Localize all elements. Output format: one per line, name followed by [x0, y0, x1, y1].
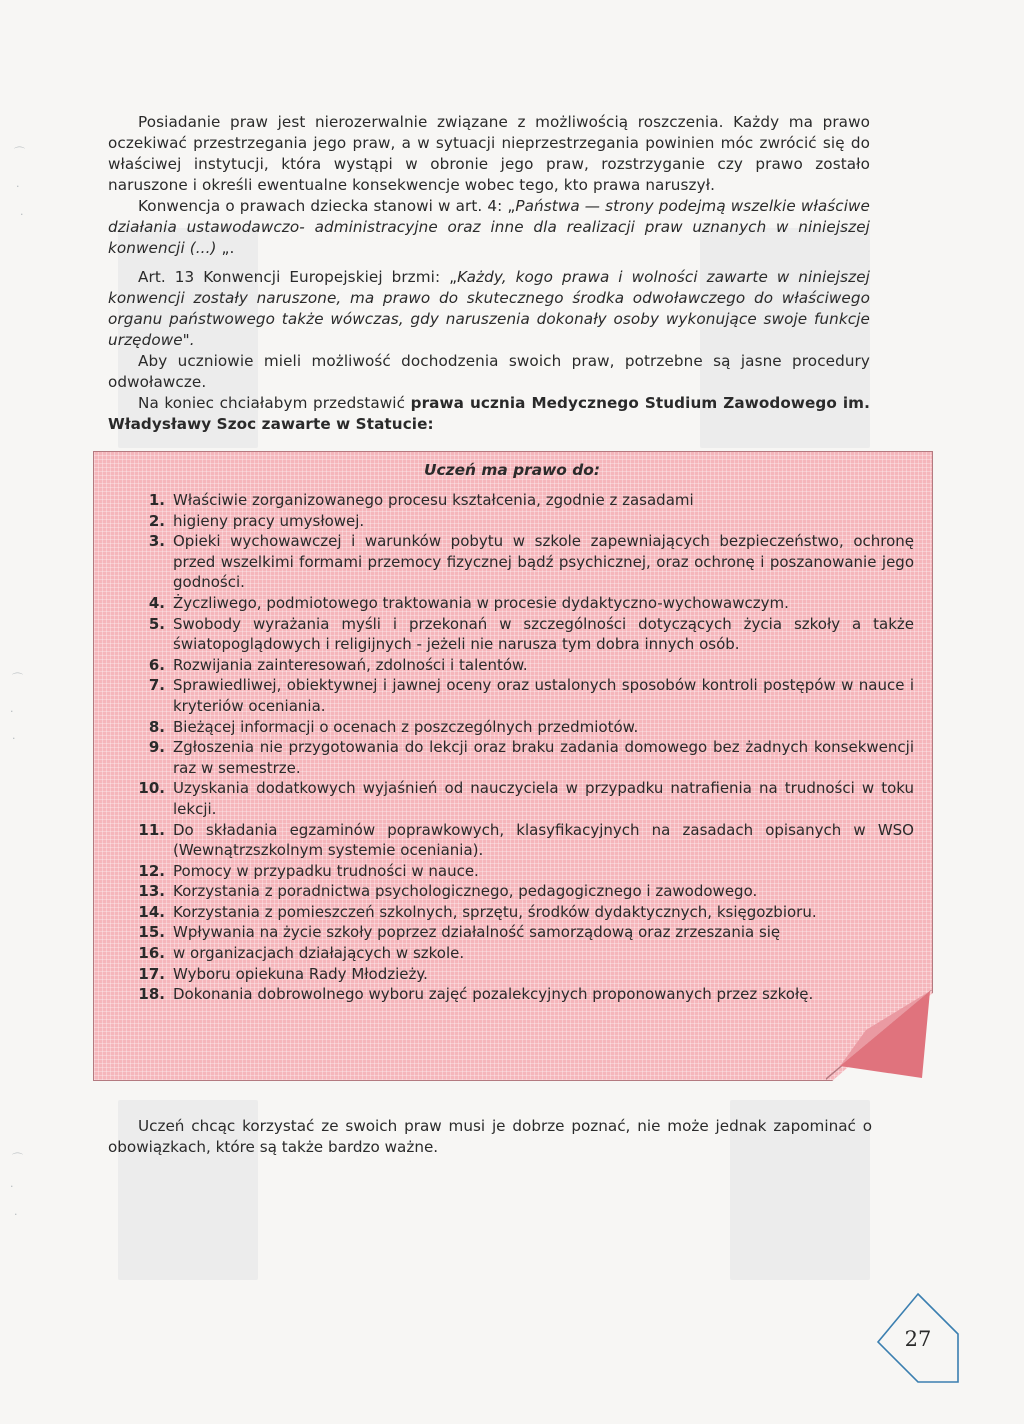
list-item-text: Właściwie zorganizowanego procesu kształcenia, zgodnie z zasadami	[173, 491, 694, 509]
convention-end: „.	[216, 239, 235, 257]
list-item	[118, 881, 914, 902]
list-item-text: higieny pracy umysłowej.	[173, 511, 365, 530]
intro-paragraph-4: Aby uczniowie mieli możliwość dochodzenia swoich praw, potrzebne są jasne procedury odwoławcze.	[108, 352, 870, 391]
list-item-number: 5.	[148, 614, 165, 633]
rights-intro-bold: prawa ucznia Medycznego Studium Zawodowego im. Władysławy Szoc zawarte w Statucie:	[108, 394, 870, 433]
list-item	[118, 593, 914, 614]
list-item-text: Wpływania na życie szkoły poprzez działalność samorządową oraz zrzeszania się	[173, 923, 781, 942]
list-item-number: 8.	[148, 717, 165, 736]
list-item-number: 9.	[148, 738, 165, 757]
intro-paragraph-1: Posiadanie praw jest nierozerwalnie związane z możliwością roszczenia. Każdy ma prawo oczekiwać przestrzegania jego praw, a w sytuacji nieprzestrzegania powinien móc zwrócić się do właściwej instytucji, która wystąpi w obronie jego praw, rozstrzyganie czy prawo zostało naruszone i określi ewentualne konsekwencje wobec tego, kto prawa naruszył.	[108, 113, 870, 194]
convention-quote: Państwa — strony podejmą wszelkie właściwe działania ustawodawczo- administracyjne oraz inne dla realizacji praw uznanych w niniejszej konwencji (...)	[108, 197, 870, 257]
page-number: 27	[904, 1327, 932, 1351]
binder-mark: ·	[20, 208, 24, 221]
rights-box-title: Uczeń ma prawo do:	[423, 461, 600, 479]
list-item-text: Swobody wyrażania myśli i przekonań w szczególności dotyczących życia szkoły a także światopoglądowych i religijnych - jeżeli nie narusza tym dobra innych osób.	[173, 614, 914, 654]
list-item-number: 7.	[148, 676, 165, 695]
list-item-number: 14.	[138, 902, 165, 921]
list-item	[118, 964, 914, 985]
list-item-number: 4.	[148, 593, 165, 612]
list-item	[118, 984, 914, 1005]
list-item-text: Sprawiedliwej, obiektywnej i jawnej oceny oraz ustalonych sposobów kontroli postępów w nauce i kryteriów oceniania.	[173, 676, 914, 715]
list-item-text: Wyboru opiekuna Rady Młodzieży.	[173, 964, 428, 983]
list-item	[118, 820, 914, 861]
list-item	[118, 511, 914, 532]
binder-mark: ·	[10, 705, 14, 718]
list-item-number: 3.	[148, 532, 165, 551]
list-item	[118, 490, 914, 511]
list-item-number: 12.	[138, 861, 165, 880]
intro-paragraph-5	[108, 393, 870, 435]
list-item	[118, 614, 914, 655]
list-item-text: Rozwijania zainteresowań, zdolności i talentów.	[173, 655, 528, 674]
list-item-text: w organizacjach działających w szkole.	[173, 944, 465, 963]
list-item-number: 16.	[138, 944, 165, 963]
list-item-number: 17.	[138, 964, 165, 983]
list-item-number: 11.	[138, 820, 165, 839]
intro-section	[108, 112, 870, 435]
binder-mark: ·	[12, 732, 16, 745]
intro-paragraph-2	[108, 196, 870, 259]
list-item	[118, 737, 914, 778]
binder-mark: ⌒	[12, 1152, 23, 1165]
list-item-text: Pomocy w przypadku trudności w nauce.	[173, 861, 479, 880]
page-number-badge	[872, 1290, 962, 1386]
list-item-number: 13.	[138, 882, 165, 901]
list-item-text: Do składania egzaminów poprawkowych, klasyfikacyjnych na zasadach opisanych w WSO (Wewnątrzszkolnym systemie oceniania).	[173, 820, 914, 860]
list-item-text: Opieki wychowawczej i warunków pobytu w szkole zapewniających bezpieczeństwo, ochronę przed wszelkimi formami przemocy fizycznej bądź psychicznej, oraz ochronę i poszanowanie jego godności.	[173, 532, 914, 592]
article-13-lead: Art. 13 Konwencji Europejskiej brzmi: „	[138, 268, 458, 286]
list-item-number: 1.	[148, 491, 165, 509]
list-item-number: 10.	[138, 779, 165, 798]
list-item-text: Uzyskania dodatkowych wyjaśnień od nauczyciela w przypadku natrafienia na trudności w toku lekcji.	[173, 779, 914, 818]
binder-mark: ·	[16, 180, 20, 193]
student-rights-list	[118, 490, 914, 1005]
list-item-number: 2.	[148, 511, 165, 530]
list-item-number: 18.	[138, 985, 165, 1004]
list-item	[118, 922, 914, 943]
binder-mark: ·	[14, 1208, 18, 1221]
list-item-number: 6.	[148, 655, 165, 674]
list-item-text: Korzystania z poradnictwa psychologicznego, pedagogicznego i zawodowego.	[173, 882, 758, 901]
list-item	[118, 717, 914, 738]
list-item-number: 15.	[138, 923, 165, 942]
list-item	[118, 531, 914, 593]
binder-mark: ⌒	[14, 146, 25, 159]
list-item-text: Dokonania dobrowolnego wyboru zajęć pozalekcyjnych proponowanych przez szkołę.	[173, 985, 814, 1004]
intro-paragraph-3	[108, 267, 870, 351]
list-item-text: Zgłoszenia nie przygotowania do lekcji oraz braku zadania domowego bez żadnych konsekwencji raz w semestrze.	[173, 738, 914, 777]
list-item	[118, 655, 914, 676]
rights-intro-lead: Na koniec chciałabym przedstawić	[138, 394, 411, 412]
list-item	[118, 902, 914, 923]
list-item-text: Życzliwego, podmiotowego traktowania w procesie dydaktyczno-wychowawczym.	[173, 593, 789, 612]
list-item-text: Korzystania z pomieszczeń szkolnych, sprzętu, środków dydaktycznych, księgozbioru.	[173, 902, 817, 921]
article-13-quote: Każdy, kogo prawa i wolności zawarte w niniejszej konwencji zostały naruszone, ma prawo do skutecznego środka odwoławczego do właściwego organu państwowego także wówczas, gdy naruszenia dokonały osoby wykonujące swoje funkcje urzędowe".	[108, 268, 870, 349]
binder-mark: ·	[10, 1180, 14, 1193]
list-item	[118, 778, 914, 819]
list-item	[118, 861, 914, 882]
closing-paragraph: Uczeń chcąc korzystać ze swoich praw musi je dobrze poznać, nie może jednak zapominać o obowiązkach, które są także bardzo ważne.	[108, 1117, 872, 1156]
convention-lead: Konwencja o prawach dziecka stanowi w art. 4: „	[138, 197, 516, 215]
list-item-text: Bieżącej informacji o ocenach z poszczególnych przedmiotów.	[173, 717, 639, 736]
list-item	[118, 943, 914, 964]
list-item	[118, 675, 914, 716]
binder-mark: ⌒	[12, 672, 23, 685]
